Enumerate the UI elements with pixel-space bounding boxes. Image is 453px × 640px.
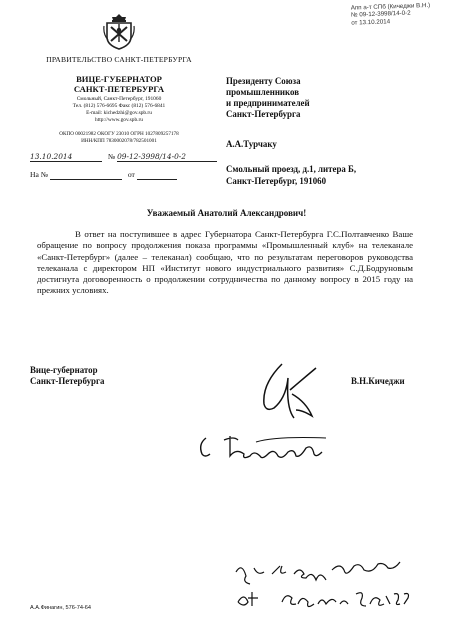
office-line-2: САНКТ-ПЕТЕРБУРГА xyxy=(73,84,165,94)
contact-email: E-mail: kichedzhi@gov.spb.ru xyxy=(86,109,152,116)
signature-icon xyxy=(252,360,332,425)
coat-of-arms-icon xyxy=(103,12,135,50)
office-line-1: ВИЦЕ-ГУБЕРНАТОР xyxy=(76,74,162,84)
handwritten-incoming-note xyxy=(232,558,432,614)
reference-from-label: от xyxy=(127,170,135,179)
reference-number-blank xyxy=(50,170,122,180)
letter-body: В ответ на поступившее в адрес Губернатора Санкт-Петербурга Г.С.Полтавченко Ваше обращение по вопросу продолжения показа программы «Промышленный клуб» на телеканале «Санкт-Петербург» (далее – телеканал) сообщаю, что по результатам переговоров руководства телеканала с директором НП «Институт нового индустриального развития» С.Д.Бодруновым достигнута договоренность о продолжении сотрудничества по данному вопросу в 2015 году на прежних условиях. xyxy=(37,229,413,296)
codes-line-2: ИНН/КПП 7830002078/782501001 xyxy=(81,138,157,144)
stamp-line-3: от 13.10.2014 xyxy=(351,18,391,27)
recipient-block xyxy=(226,76,426,120)
address-line-2: Санкт-Петербург, 191060 xyxy=(226,175,327,186)
outgoing-date: 13.10.2014 xyxy=(30,152,102,162)
reference-date-blank xyxy=(137,170,177,180)
signatory-title-line-2: Санкт-Петербурга xyxy=(30,376,105,386)
signatory-title-line-1: Вице-губернатор xyxy=(30,365,98,375)
registry-codes xyxy=(30,131,208,145)
contact-block xyxy=(30,96,208,124)
recipient-line-4: Санкт-Петербурга xyxy=(226,109,301,119)
salutation: Уважаемый Анатолий Александрович! xyxy=(146,208,307,218)
stamp-line-1: Апп а-т СПб (Кичеджи В.Н.) xyxy=(350,1,431,12)
signatory-name: В.Н.Кичеджи xyxy=(351,376,405,386)
reference-registration xyxy=(30,170,177,180)
contact-phone: Тел. (812) 576-6695 Факс (812) 576-6841 xyxy=(72,102,166,109)
signatory-title xyxy=(30,365,104,387)
outgoing-registration xyxy=(30,152,217,162)
government-name: ПРАВИТЕЛЬСТВО САНКТ-ПЕТЕРБУРГА xyxy=(46,55,192,64)
codes-line-1: ОКПО 00021982 ОКОГУ 23010 ОГРН 1027809257178 xyxy=(59,131,179,137)
registration-stamp xyxy=(351,1,448,27)
stamp-line-2: № 09-12-3998/14-0-2 xyxy=(350,10,411,20)
handwritten-resolution xyxy=(196,432,346,464)
outgoing-number: 09-12-3998/14-0-2 xyxy=(117,152,217,162)
executor-info: А.А.Финагин, 576-74-64 xyxy=(30,605,92,611)
recipient-line-2: промышленников xyxy=(226,87,300,97)
recipient-address xyxy=(226,164,446,187)
reference-label: На № xyxy=(30,170,48,179)
address-line-1: Смольный проезд, д.1, литера Б, xyxy=(226,164,357,174)
recipient-name: А.А.Турчаку xyxy=(226,139,277,149)
recipient-line-1: Президенту Союза xyxy=(226,76,301,86)
office-title xyxy=(30,74,208,94)
outgoing-number-label: № xyxy=(107,152,116,161)
recipient-line-3: и предпринимателей xyxy=(226,98,310,108)
contact-address: Смольный, Санкт-Петербург, 191060 xyxy=(76,96,162,102)
contact-website: http://www.gov.spb.ru xyxy=(95,116,143,123)
